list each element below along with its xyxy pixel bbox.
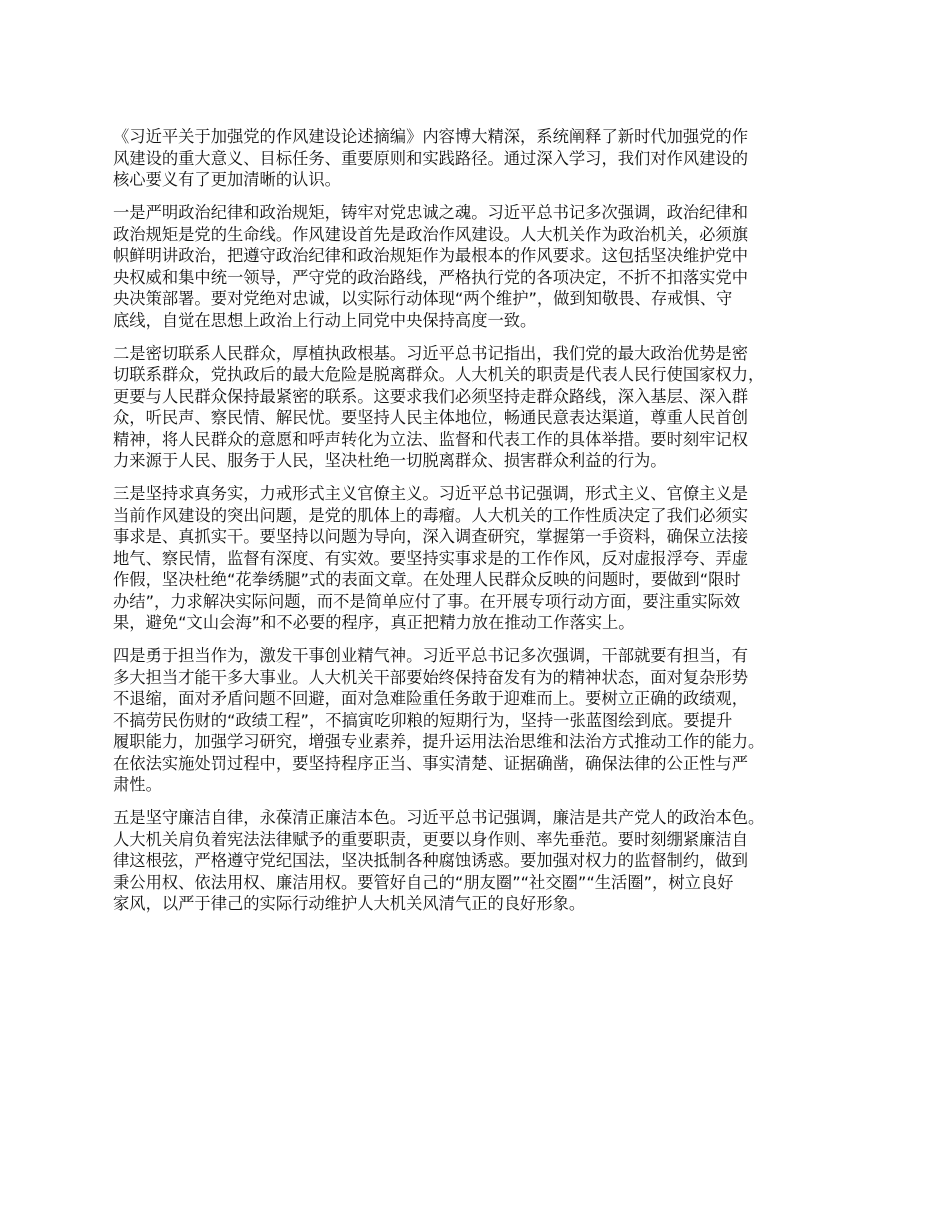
paragraph-seek-truth: 三是坚持求真务实，力戒形式主义官僚主义。习近平总书记强调，形式主义、官僚主义是 当前作风建设的突出问题，是党的肌体上的毒瘤。人大机关的工作性质决定了我们必须实 事求是、真抓实干。要坚持以问题为导向，深入调查研究，掌握第一手资料，确保立法接 地气、察民情，监督有深度、有实效。要坚持实事求是的工作作风，反对虚报浮夸、弄虚 作假，坚决杜绝“花拳绣腿”式的表面文章。在处理人民群众反映的问题时，要做到“限时 办结”，力求解决实际问题，而不是简单应付了事。在开展专项行动方面，要注重实际效 果，避免“文山会海”和不必要的程序，真正把精力放在推动工作落实上。 (113, 484, 748, 632)
paragraph-political-discipline: 一是严明政治纪律和政治规矩，铸牢对党忠诚之魂。习近平总书记多次强调，政治纪律和 政治规矩是党的生命线。作风建设首先是政治作风建设。人大机关作为政治机关，必须旗 帜鲜明讲政治，把遵守政治纪律和政治规矩作为最根本的作风要求。这包括坚决维护党中 央权威和集中统一领导，严守党的政治路线，严格执行党的各项决定，不折不扣落实党中 央决策部署。要对党绝对忠诚，以实际行动体现“两个维护”，做到知敬畏、存戒惧、守 底线，自觉在思想上政治上行动上同党中央保持高度一致。 (113, 203, 748, 330)
intro-paragraph: 《习近平关于加强党的作风建设论述摘编》内容博大精深，系统阐释了新时代加强党的作 风建设的重大意义、目标任务、重要原则和实践路径。通过深入学习，我们对作风建设的 核心要义有了更加清晰的认识。 (113, 127, 748, 189)
paragraph-take-responsibility: 四是勇于担当作为，激发干事创业精气神。习近平总书记多次强调，干部就要有担当，有 多大担当才能干多大事业。人大机关干部要始终保持奋发有为的精神状态，面对复杂形势 不退缩，面对矛盾问题不回避，面对急难险重任务敢于迎难而上。要树立正确的政绩观， 不搞劳民伤财的“政绩工程”，不搞寅吃卯粮的短期行为，坚持一张蓝图绘到底。要提升 履职能力，加强学习研究，增强专业素养，提升运用法治思维和法治方式推动工作的能力。 在依法实施处罚过程中，要坚持程序正当、事实清楚、证据确凿，确保法律的公正性与严 肃性。 (113, 646, 765, 794)
paragraph-contact-masses: 二是密切联系人民群众，厚植执政根基。习近平总书记指出，我们党的最大政治优势是密 切联系群众，党执政后的最大危险是脱离群众。人大机关的职责是代表人民行使国家权力， 更要与人民群众保持最紧密的联系。这要求我们必须坚持走群众路线，深入基层、深入群 众，听民声、察民情、解民忧。要坚持人民主体地位，畅通民意表达渠道，尊重人民首创 精神，将人民群众的意愿和呼声转化为立法、监督和代表工作的具体举措。要时刻牢记权 力来源于人民、服务于人民，坚决杜绝一切脱离群众、损害群众利益的行为。 (113, 343, 765, 470)
document-body (113, 126, 858, 926)
paragraph-integrity: 五是坚守廉洁自律，永葆清正廉洁本色。习近平总书记强调，廉洁是共产党人的政治本色。 人大机关肩负着宪法法律赋予的重要职责，更要以身作则、率先垂范。要时刻绷紧廉洁自 律这根弦，严格遵守党纪国法，坚决抵制各种腐蚀诱惑。要加强对权力的监督制约，做到 秉公用权、依法用权、廉洁用权。要管好自己的“朋友圈”“社交圈”“生活圈”，树立良好 家风，以严于律己的实际行动维护人大机关风清气正的良好形象。 (113, 808, 765, 913)
